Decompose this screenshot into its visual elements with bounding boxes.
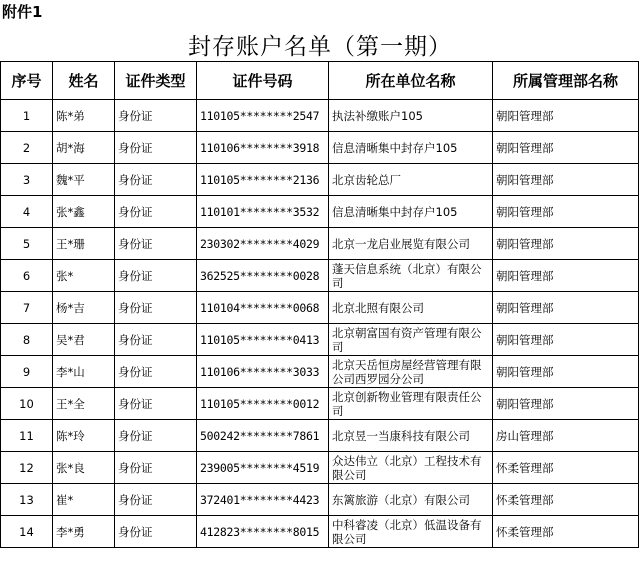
header-id-type: 证件类型 bbox=[115, 62, 197, 100]
table-row bbox=[1, 324, 639, 356]
row-id-number: 110105********2547 bbox=[197, 100, 329, 132]
row-unit: 蓬天信息系统（北京）有限公司 bbox=[329, 260, 493, 292]
row-unit: 北京创新物业管理有限责任公司 bbox=[329, 388, 493, 420]
table-row bbox=[1, 516, 639, 548]
row-seq: 6 bbox=[1, 260, 53, 292]
row-dept: 朝阳管理部 bbox=[493, 388, 639, 420]
row-id-type: 身份证 bbox=[115, 484, 197, 516]
row-id-number: 362525********0028 bbox=[197, 260, 329, 292]
row-name: 胡*海 bbox=[53, 132, 115, 164]
row-seq: 13 bbox=[1, 484, 53, 516]
row-unit: 信息清晰集中封存户105 bbox=[329, 196, 493, 228]
row-id-number: 110105********0012 bbox=[197, 388, 329, 420]
row-name: 魏*平 bbox=[53, 164, 115, 196]
row-id-type: 身份证 bbox=[115, 164, 197, 196]
table-row bbox=[1, 164, 639, 196]
row-id-type: 身份证 bbox=[115, 324, 197, 356]
row-name: 张*鑫 bbox=[53, 196, 115, 228]
row-seq: 5 bbox=[1, 228, 53, 260]
row-name: 陈*玲 bbox=[53, 420, 115, 452]
row-id-type: 身份证 bbox=[115, 228, 197, 260]
row-seq: 11 bbox=[1, 420, 53, 452]
row-unit: 北京昱一当康科技有限公司 bbox=[329, 420, 493, 452]
row-unit: 中科睿凌（北京）低温设备有限公司 bbox=[329, 516, 493, 548]
row-name: 陈*弟 bbox=[53, 100, 115, 132]
row-name: 李*山 bbox=[53, 356, 115, 388]
row-id-type: 身份证 bbox=[115, 356, 197, 388]
header-dept: 所属管理部名称 bbox=[493, 62, 639, 100]
row-id-number: 110104********0068 bbox=[197, 292, 329, 324]
row-name: 王*珊 bbox=[53, 228, 115, 260]
row-id-number: 110105********0413 bbox=[197, 324, 329, 356]
row-id-type: 身份证 bbox=[115, 452, 197, 484]
header-name: 姓名 bbox=[53, 62, 115, 100]
row-dept: 房山管理部 bbox=[493, 420, 639, 452]
table-row bbox=[1, 100, 639, 132]
row-id-type: 身份证 bbox=[115, 196, 197, 228]
row-name: 杨*吉 bbox=[53, 292, 115, 324]
row-id-number: 500242********7861 bbox=[197, 420, 329, 452]
row-id-number: 239005********4519 bbox=[197, 452, 329, 484]
row-name: 李*勇 bbox=[53, 516, 115, 548]
table-row bbox=[1, 420, 639, 452]
row-id-type: 身份证 bbox=[115, 100, 197, 132]
row-unit: 东篱旅游（北京）有限公司 bbox=[329, 484, 493, 516]
table-row bbox=[1, 452, 639, 484]
row-seq: 7 bbox=[1, 292, 53, 324]
row-unit: 北京齿轮总厂 bbox=[329, 164, 493, 196]
row-unit: 信息清晰集中封存户105 bbox=[329, 132, 493, 164]
row-id-type: 身份证 bbox=[115, 516, 197, 548]
table-row bbox=[1, 196, 639, 228]
row-id-number: 230302********4029 bbox=[197, 228, 329, 260]
row-id-type: 身份证 bbox=[115, 260, 197, 292]
row-unit: 北京北照有限公司 bbox=[329, 292, 493, 324]
row-unit: 北京朝富国有资产管理有限公司 bbox=[329, 324, 493, 356]
row-seq: 3 bbox=[1, 164, 53, 196]
row-name: 吴*君 bbox=[53, 324, 115, 356]
row-unit: 执法补缴账户105 bbox=[329, 100, 493, 132]
row-dept: 朝阳管理部 bbox=[493, 100, 639, 132]
row-seq: 12 bbox=[1, 452, 53, 484]
row-id-type: 身份证 bbox=[115, 420, 197, 452]
row-id-type: 身份证 bbox=[115, 292, 197, 324]
row-id-number: 412823********8015 bbox=[197, 516, 329, 548]
row-dept: 怀柔管理部 bbox=[493, 484, 639, 516]
table-row bbox=[1, 260, 639, 292]
page-title: 封存账户名单（第一期） bbox=[188, 34, 452, 60]
row-id-type: 身份证 bbox=[115, 132, 197, 164]
row-unit: 众达伟立（北京）工程技术有限公司 bbox=[329, 452, 493, 484]
header-id-number: 证件号码 bbox=[197, 62, 329, 100]
row-id-number: 110106********3918 bbox=[197, 132, 329, 164]
row-dept: 怀柔管理部 bbox=[493, 516, 639, 548]
row-dept: 朝阳管理部 bbox=[493, 292, 639, 324]
row-seq: 14 bbox=[1, 516, 53, 548]
row-dept: 朝阳管理部 bbox=[493, 164, 639, 196]
table-header-row bbox=[1, 62, 639, 100]
row-id-number: 372401********4423 bbox=[197, 484, 329, 516]
row-id-type: 身份证 bbox=[115, 388, 197, 420]
row-seq: 9 bbox=[1, 356, 53, 388]
row-unit: 北京一龙启业展览有限公司 bbox=[329, 228, 493, 260]
row-unit: 北京天岳恒房屋经营管理有限公司西罗园分公司 bbox=[329, 356, 493, 388]
row-id-number: 110101********3532 bbox=[197, 196, 329, 228]
row-seq: 10 bbox=[1, 388, 53, 420]
row-dept: 朝阳管理部 bbox=[493, 132, 639, 164]
row-name: 张*良 bbox=[53, 452, 115, 484]
row-dept: 朝阳管理部 bbox=[493, 228, 639, 260]
table-row bbox=[1, 356, 639, 388]
row-dept: 怀柔管理部 bbox=[493, 452, 639, 484]
account-table bbox=[0, 61, 639, 548]
row-seq: 1 bbox=[1, 100, 53, 132]
table-row bbox=[1, 228, 639, 260]
row-dept: 朝阳管理部 bbox=[493, 196, 639, 228]
row-seq: 4 bbox=[1, 196, 53, 228]
row-seq: 2 bbox=[1, 132, 53, 164]
row-id-number: 110106********3033 bbox=[197, 356, 329, 388]
table-row bbox=[1, 132, 639, 164]
row-seq: 8 bbox=[1, 324, 53, 356]
attachment-label: 附件1 bbox=[2, 3, 43, 21]
header-unit: 所在单位名称 bbox=[329, 62, 493, 100]
row-name: 崔* bbox=[53, 484, 115, 516]
row-dept: 朝阳管理部 bbox=[493, 324, 639, 356]
row-id-number: 110105********2136 bbox=[197, 164, 329, 196]
row-name: 王*全 bbox=[53, 388, 115, 420]
header-seq: 序号 bbox=[1, 62, 53, 100]
table-row bbox=[1, 484, 639, 516]
row-dept: 朝阳管理部 bbox=[493, 260, 639, 292]
row-dept: 朝阳管理部 bbox=[493, 356, 639, 388]
table-row bbox=[1, 292, 639, 324]
row-name: 张* bbox=[53, 260, 115, 292]
table-row bbox=[1, 388, 639, 420]
